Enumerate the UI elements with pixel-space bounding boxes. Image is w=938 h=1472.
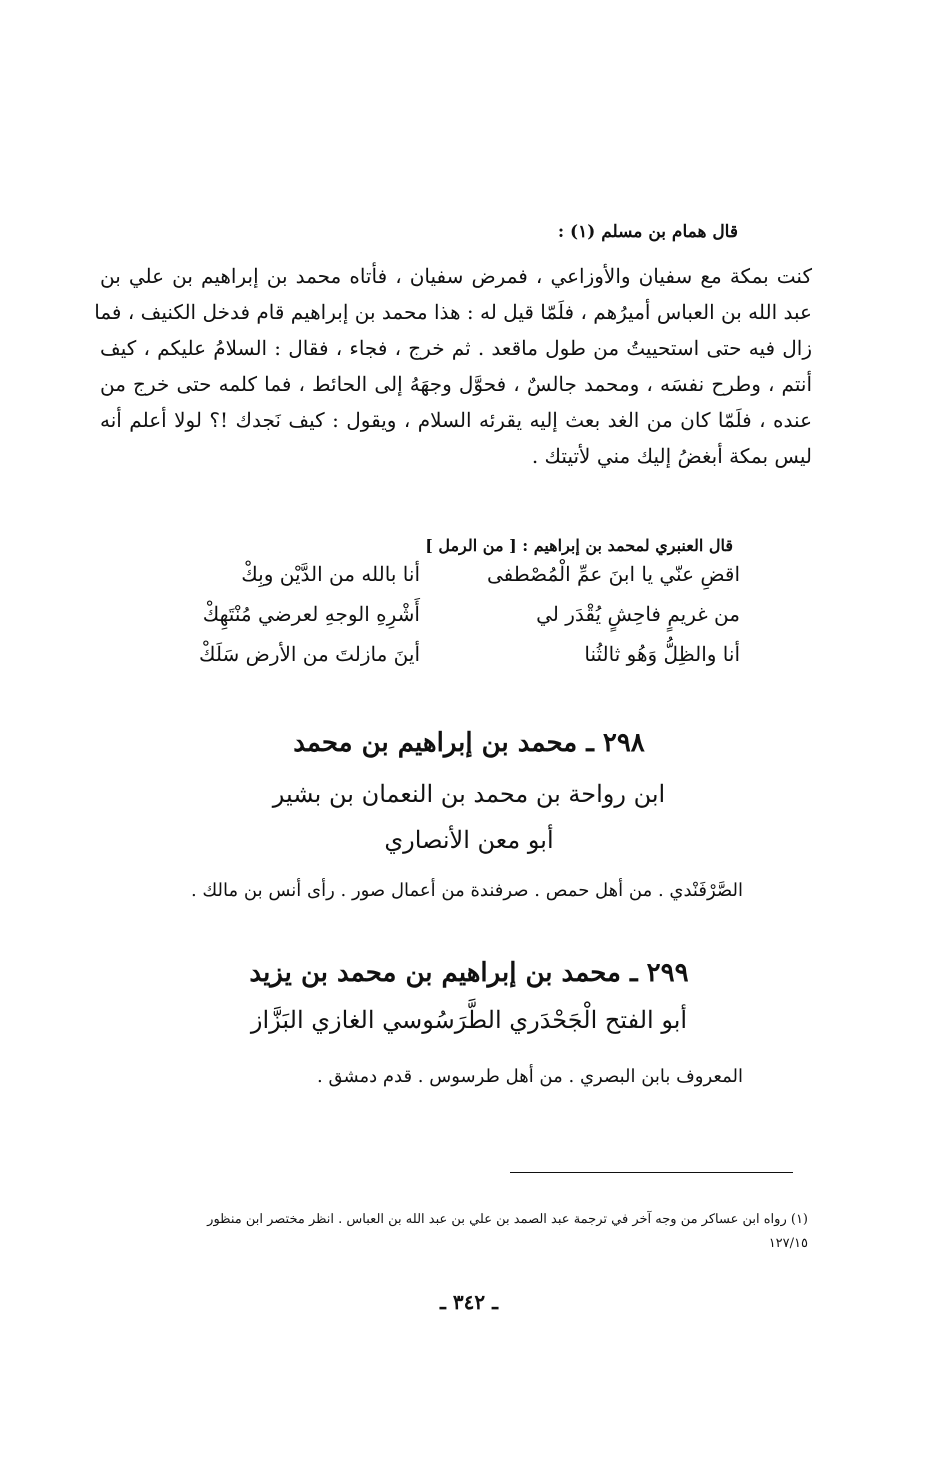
entry-299-title: ٢٩٩ ـ محمد بن إبراهيم بن محمد بن يزيد (249, 958, 689, 988)
narrator-heading: قال همام بن مسلم (١) : (557, 222, 738, 242)
poem-verse (160, 562, 740, 602)
verse-heading: قال العنبري لمحمد بن إبراهيم : [ من الرمل ] (425, 536, 733, 555)
verse-second-hemistich: أينَ مازلتَ من الأرض سَلَكْ (199, 642, 420, 666)
entry-298-lineage: ابن رواحة بن محمد بن النعمان بن بشير (272, 780, 666, 808)
poem (160, 562, 740, 682)
narration-paragraph (94, 258, 812, 474)
paragraph-line: كنت بمكة مع سفيان والأوزاعي ، فمرض سفيان ، فأتاه محمد بن إبراهيم بن علي بن (100, 264, 812, 288)
poem-verse (160, 602, 740, 642)
paragraph-line: زال فيه حتى استحييتُ من طول ماقعد . ثم خرج ، فجاء ، فقال : السلامُ عليكم ، كيف (100, 336, 812, 360)
verse-first-hemistich: من غريمٍ فاحِشٍ يُقْدَر لي (536, 602, 740, 626)
paragraph-line: عبد الله بن العباس أميرُهم ، فلَمّا قيل له : هذا محمد بن إبراهيم قام فدخل الكنيف ، فما (94, 300, 812, 324)
verse-first-hemistich: اقضِ عنّي يا ابنَ عمِّ الْمُصْطفى (486, 562, 740, 586)
footnote-text: (١) رواه ابن عساكر من وجه آخر في ترجمة عبد الصمد بن علي بن عبد الله بن العباس . انظر مختصر ابن منظور (207, 1212, 808, 1227)
footnote (118, 1208, 808, 1256)
entry-299-body: المعروف بابن البصري . من أهل طرسوس . قدم دمشق . (317, 1066, 743, 1087)
poem-verse (160, 642, 740, 682)
footnote-divider (510, 1172, 793, 1173)
entry-298-title: ٢٩٨ ـ محمد بن إبراهيم بن محمد (293, 728, 645, 758)
entry-299-kunya: أبو الفتح الْجَحْدَري الطَّرَسُوسي الغازي البَزَّاز (250, 1006, 688, 1034)
footnote-reference: ١٢٧/١٥ (768, 1236, 808, 1251)
page-number: ـ ٣٤٢ ـ (440, 1290, 498, 1314)
entry-298-kunya: أبو معن الأنصاري (384, 826, 554, 854)
paragraph-line: ليس بمكة أبغضُ إليك مني لأتيتك . (531, 444, 812, 468)
paragraph-line: عنده ، فلَمّا كان من الغد بعث إليه يقرئه السلام ، ويقول : كيف نَجدك !؟ لولا أعلم أنه (100, 408, 812, 432)
verse-first-hemistich: أنا والظِلُّ وَهُو ثالثُنا (584, 642, 740, 666)
paragraph-line: أنتم ، وطرح نفسَه ، ومحمد جالسٌ ، فحوَّل وجهَهُ إلى الحائط ، فما كلمه حتى خرج من (100, 372, 812, 396)
entry-298-body: الصَّرْفَنْدي . من أهل حمص . صرفندة من أعمال صور . رأى أنس بن مالك . (190, 880, 743, 901)
verse-second-hemistich: أنا بالله من الدَّيْن وبِكْ (241, 562, 420, 586)
verse-second-hemistich: أَشْرِهِ الوجهِ لعرضي مُنْتَهِكْ (202, 602, 420, 626)
